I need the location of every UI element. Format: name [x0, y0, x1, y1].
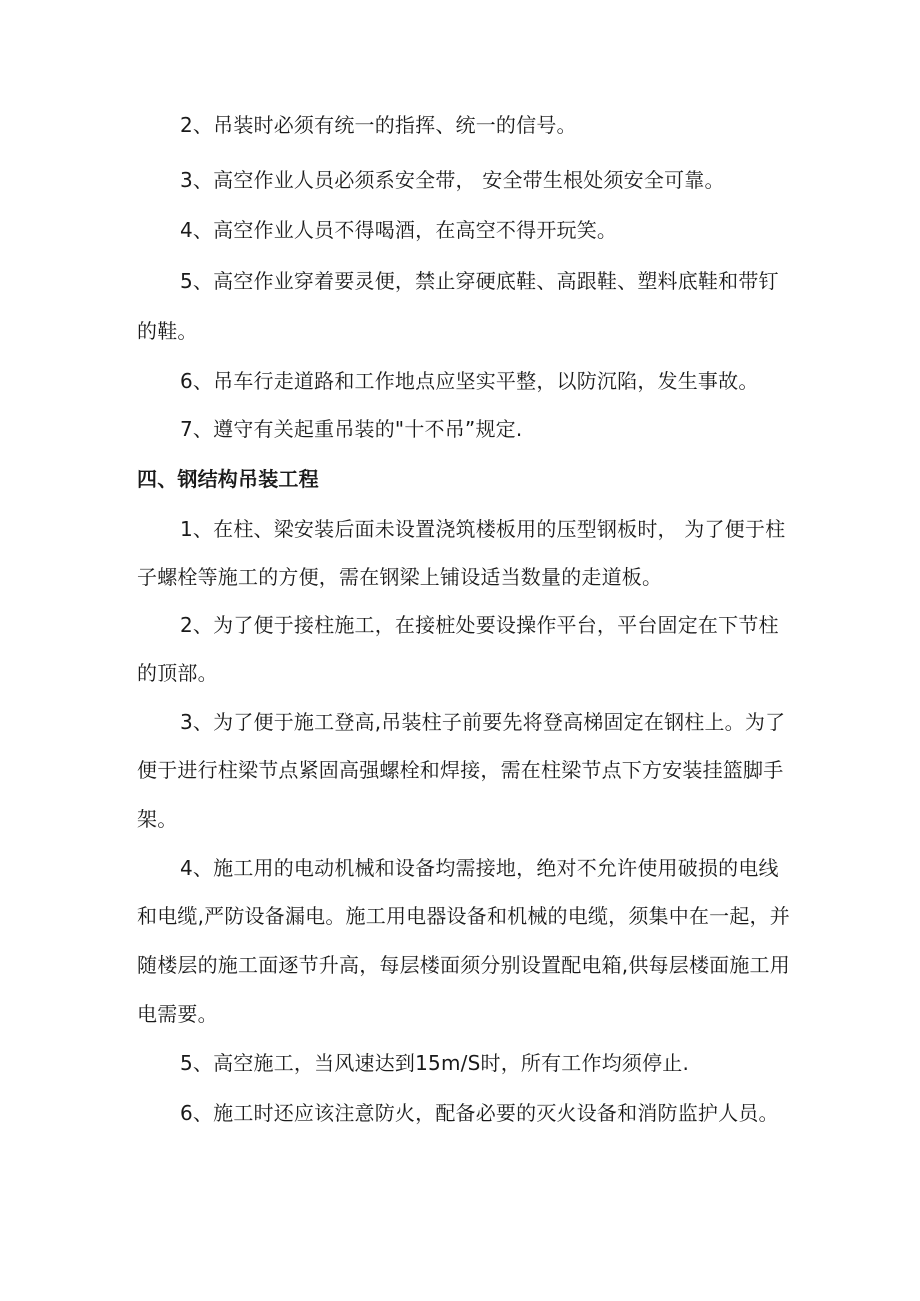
section-item-4-line-1: 4、施工用的电动机械和设备均需接地，绝对不允许使用破损的电线: [180, 856, 779, 880]
section-item-3-line-2: 便于进行柱梁节点紧固高强螺栓和焊接，需在柱梁节点下方安装挂篮脚手: [137, 758, 784, 782]
item-5-continuation: 的鞋。: [137, 319, 198, 343]
section-item-4-line-3: 随楼层的施工面逐节升高，每层楼面须分别设置配电箱,供每层楼面施工用: [137, 953, 790, 977]
item-7-text: 7、遵守有关起重吊装的"十不吊”规定.: [180, 417, 523, 441]
section-title: 四、钢结构吊装工程: [137, 467, 319, 491]
item-4-text: 4、高空作业人员不得喝酒，在高空不得开玩笑。: [180, 218, 618, 242]
item-3-text: 3、高空作业人员必须系安全带， 安全带生根处须安全可靠。: [180, 168, 725, 192]
section-item-2-line-2: 的顶部。: [137, 661, 218, 685]
section-item-3-line-3: 架。: [137, 807, 178, 831]
section-item-5-line-1: 5、高空施工，当风速达到15m/S时，所有工作均须停止.: [180, 1051, 690, 1075]
section-item-1-line-1: 1、在柱、梁安装后面未设置浇筑楼板用的压型钢板时， 为了便于柱: [180, 517, 786, 541]
section-item-4-line-2: 和电缆,严防设备漏电。施工用电器设备和机械的电缆，须集中在一起，并: [137, 904, 790, 928]
section-item-3-line-1: 3、为了便于施工登高,吊装柱子前要先将登高梯固定在钢柱上。为了: [180, 710, 786, 734]
item-5-text: 5、高空作业穿着要灵便，禁止穿硬底鞋、高跟鞋、塑料底鞋和带钉: [180, 269, 779, 293]
item-2-text: 2、吊装时必须有统一的指挥、统一的信号。: [180, 113, 577, 137]
item-6-text: 6、吊车行走道路和工作地点应坚实平整，以防沉陷，发生事故。: [180, 369, 759, 393]
section-item-1-line-2: 子螺栓等施工的方便，需在钢梁上铺设适当数量的走道板。: [137, 565, 663, 589]
section-item-2-line-1: 2、为了便于接柱施工，在接桩处要设操作平台，平台固定在下节柱: [180, 613, 779, 637]
section-item-4-line-4: 电需要。: [137, 1002, 218, 1026]
section-item-6-line-1: 6、施工时还应该注意防火，配备必要的灭火设备和消防监护人员。: [180, 1101, 779, 1125]
